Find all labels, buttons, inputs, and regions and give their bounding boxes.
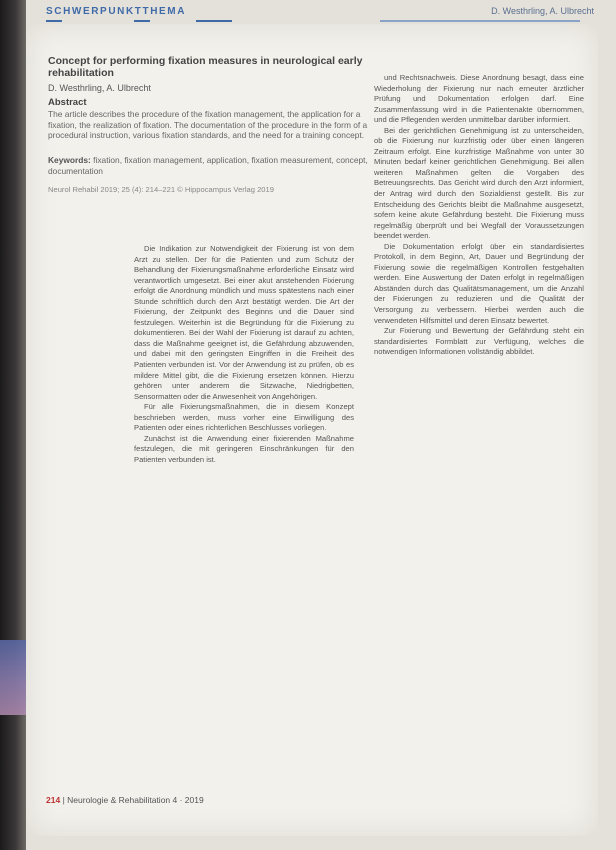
paragraph: und Rechtsnachweis. Diese Anordnung besagt, dass eine Wiederholung der Fixierung nur nach erneuter ärztlicher Prüfung und Dokumentation erfolgen darf. Eine Zusammenfassung wird in die Patientenakte übernommen, und die Pflegenden werden unmittelbar darüber informiert.	[374, 73, 584, 125]
paragraph: Zunächst ist die Anwendung einer fixierenden Maßnahme festzulegen, die mit geringeren Einschränkungen für den Patienten verbunden ist.	[134, 433, 354, 464]
section-label: SCHWERPUNKTTHEMA	[46, 6, 187, 17]
header-rule	[134, 20, 150, 22]
keywords-label: Keywords:	[48, 155, 91, 165]
page-footer	[46, 795, 204, 805]
paragraph: Bei der gerichtlichen Genehmigung ist zu unterscheiden, ob die Fixierung nur kurzfristig oder über einen längeren Zeitraum erfolgt. Eine kurzfristige Maßnahme von unter 30 Minuten bedarf keiner gerichtlichen Genehmigung. Bei allen weiteren Maßnahmen gelten die Vorgaben des Betreuungsrechts. Das Gericht wird durch den Arzt informiert, der Antrag wird durch den Sozialdienst gestellt. Bis zur Entscheidung des Gerichts bleibt die Maßnahme ausgesetzt, sofern keine akute Gefährdung besteht. Die Fixierung muss regelmäßig überprüft und bei Wegfall der Voraussetzungen beendet werden.	[374, 125, 584, 241]
journal-name: Neurologie & Rehabilitation 4 · 2019	[67, 795, 204, 805]
header-rule	[380, 20, 580, 22]
paragraph: Für alle Fixierungsmaßnahmen, die in diesem Konzept beschrieben werden, muss vorher eine Einwilligung des Patienten oder eines richterlichen Beschlusses vorliegen.	[134, 402, 354, 433]
abstract-text: The article describes the procedure of the fixation management, the application for a fixation, the realization of fixation. The documentation of the procedure in the form of a procedural instruction, various fixation standards, and the need for a training concept.	[48, 109, 368, 140]
paragraph: Zur Fixierung und Bewertung der Gefährdung steht ein standardisiertes Formblatt zur Verfügung, welches die notwendigen Informationen vollständig abbildet.	[374, 326, 584, 357]
body-column-right	[374, 73, 584, 358]
paragraph: Die Dokumentation erfolgt über ein standardisiertes Protokoll, in dem Beginn, Art, Dauer und Begründung der Fixierung sowie die regelmäßigen Kontrollen festgehalten werden. Eine Auswertung der Daten erfolgt in regelmäßigen Abständen durch das Qualitätsmanagement, um die Anzahl der Fixierungen zu reduzieren und die Qualität der Versorgung zu verbessern. Hierbei werden auch die verwendeten Hilfsmittel und deren Einsatz bewertet.	[374, 241, 584, 325]
article-authors: D. Westhrling, A. Ulbrecht	[48, 83, 151, 93]
keywords	[48, 155, 368, 176]
journal-reference: Neurol Rehabil 2019; 25 (4): 214–221 © Hippocampus Verlag 2019	[48, 185, 274, 194]
running-header-authors: D. Westhrling, A. Ulbrecht	[491, 6, 594, 16]
keywords-text: fixation, fixation management, application, fixation measurement, concept, documentation	[48, 155, 368, 176]
abstract-heading: Abstract	[48, 97, 87, 108]
footer-separator: |	[62, 795, 68, 805]
paragraph: Die Indikation zur Notwendigkeit der Fixierung ist von dem Arzt zu stellen. Der für die Patienten und zum Schutz der Behandlung der Fixierungsmaßnahme erforderliche Einsatz wird verantwortlich umgesetzt. Bei einer akut anstehenden Fixierung erfolgt die Anordnung mündlich und muss spätestens nach einer Stunde schriftlich durch den Arzt bestätigt werden. Die Art der Fixierung, der Zeitpunkt des Beginns und die Dauer sind festzulegen. Weiterhin ist die Begründung für die Fixierung zu dokumentieren. Bei der Wahl der Fixierung ist darauf zu achten, dass die Maßnahme geeignet ist, die Gefährdung abzuwenden, und dabei mit den geringsten Eingriffen in die Freiheit des Patienten verbunden ist. Vor der Anwendung ist zu prüfen, ob es mildere Mittel gibt, die die Fixierung ersetzen können. Hierzu gehören unter anderem die Sitzwache, Niedrigbetten, Sensormatten oder die Anwesenheit von Angehörigen.	[134, 244, 354, 401]
scan-color-artifact	[0, 640, 26, 715]
article-title: Concept for performing fixation measures in neurological early rehabilitation	[48, 55, 363, 79]
page-number: 214	[46, 795, 61, 805]
header-rule	[46, 20, 62, 22]
body-column-left	[134, 244, 354, 465]
scan-edge-shadow	[0, 0, 26, 850]
header-rule	[196, 20, 232, 22]
